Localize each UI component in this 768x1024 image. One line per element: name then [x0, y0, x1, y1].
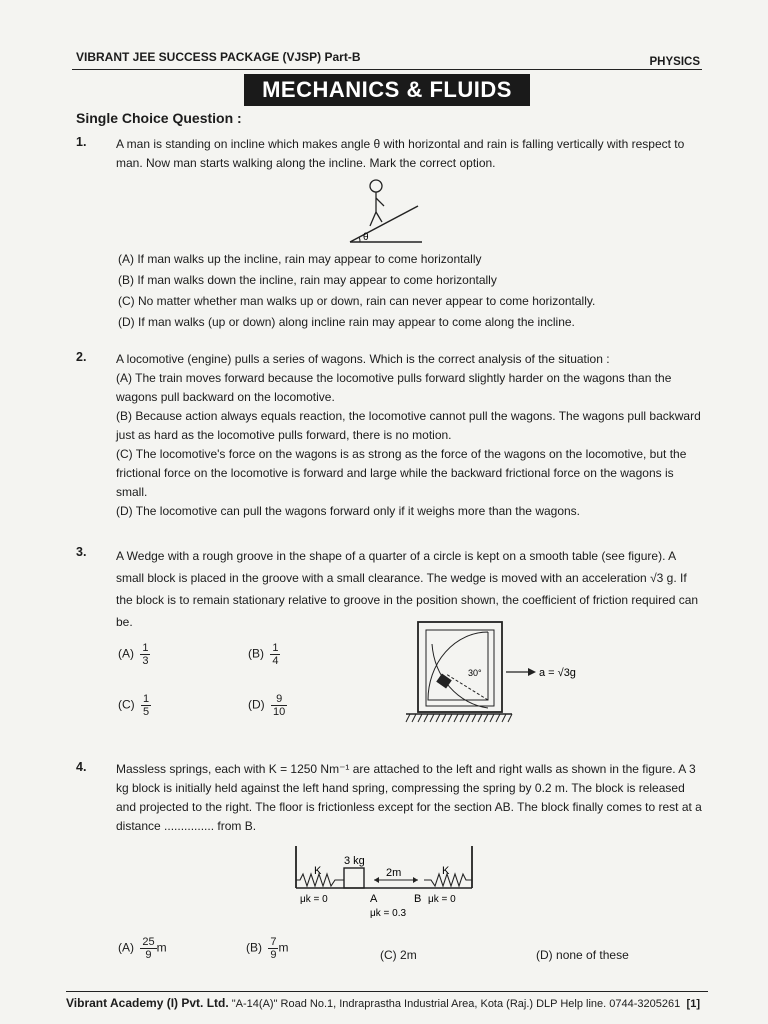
- q4-k-right-label: K: [442, 865, 450, 877]
- q4-distance-label: 2m: [386, 867, 402, 879]
- man-leg-left: [370, 212, 376, 226]
- q3-option-c: [118, 693, 151, 718]
- header-divider: [72, 69, 702, 70]
- q3-angle-label: 30°: [468, 668, 482, 678]
- q3-text-part-a: A Wedge with a rough groove in the shape of a quarter of a circle is kept on a smooth table (see figure). A small block is placed in the groove with a small clearance. The wedge is moved with an acceleration: [116, 549, 676, 585]
- fraction-denominator: 10: [273, 706, 286, 718]
- q4-option-b: [246, 936, 288, 961]
- q1-options: [118, 250, 595, 331]
- fraction-numerator: 1: [142, 642, 149, 654]
- q4-option-b-fraction: [268, 936, 278, 961]
- q3-option-a: [118, 642, 150, 667]
- q4-option-d-label: (D): [536, 948, 553, 962]
- page-number: [1]: [686, 998, 700, 1010]
- distance-arrow-left: [374, 877, 379, 883]
- q1-option-d: (D) If man walks (up or down) along incline rain may appear to come along the incline.: [118, 315, 575, 329]
- wedge-outer: [418, 622, 502, 712]
- footer-address-text: "A-14(A)" Road No.1, Indraprastha Industrial Area, Kota (Raj.) DLP Help line. 0744-3205261: [231, 998, 681, 1010]
- q1-option-a: (A) If man walks up the incline, rain may appear to come horizontally: [118, 252, 482, 266]
- man-arm: [376, 198, 384, 206]
- q1-incline-figure: [340, 176, 430, 246]
- wedge-inner: [426, 630, 494, 706]
- q3-option-b-fraction: [270, 642, 280, 667]
- q3-option-a-label: (A): [118, 646, 134, 661]
- footer-company: Vibrant Academy (I) Pvt. Ltd.: [66, 996, 229, 1010]
- q4-spring-figure: [290, 840, 480, 920]
- q2-body: [116, 350, 702, 521]
- q4-mu-right: μk = 0: [428, 894, 456, 905]
- q4-number: 4.: [76, 760, 87, 774]
- q3-option-b: [248, 642, 280, 667]
- q4-point-a: A: [370, 893, 378, 905]
- q4-option-a-label: (A): [118, 940, 134, 955]
- q4-point-b: B: [414, 893, 422, 905]
- q4-option-d: [536, 948, 629, 962]
- q4-option-d-text: none of these: [556, 948, 629, 962]
- q4-option-c-label: (C): [380, 948, 397, 962]
- q3-option-d-label: (D): [248, 697, 265, 712]
- q2-option-d: (D) The locomotive can pull the wagons forward only if it weighs more than the wagons.: [116, 504, 581, 518]
- q2-text: A locomotive (engine) pulls a series of wagons. Which is the correct analysis of the situation :: [116, 352, 610, 366]
- fraction-denominator: 4: [272, 655, 279, 667]
- header-subject: PHYSICS: [649, 56, 700, 68]
- fraction-denominator: 9: [270, 949, 277, 961]
- q4-option-c-text: 2m: [400, 948, 417, 962]
- q2-option-a: (A) The train moves forward because the locomotive pulls forward slightly harder on the wagons than the wagons pull backward on the locomotive.: [116, 371, 672, 404]
- fraction-numerator: 1: [272, 642, 279, 654]
- fraction-numerator: 25: [142, 936, 155, 948]
- footer-divider: [66, 991, 708, 992]
- q2-option-c: (C) The locomotive's force on the wagons is as strong as the force of the wagons on the locomotive, but the frictional force on the locomotive is forward and large while the backward frictional force on the wagons is small.: [116, 447, 687, 499]
- block-3kg: [344, 868, 364, 888]
- fraction-numerator: 9: [271, 693, 287, 706]
- accel-arrow-head: [528, 668, 536, 676]
- footer-address: [66, 996, 680, 1010]
- fraction-denominator: 9: [145, 949, 152, 961]
- q4-option-b-unit: m: [278, 940, 289, 955]
- table-hatching: [406, 714, 512, 722]
- distance-arrow-right: [413, 877, 418, 883]
- q4-mu-left: μk = 0: [300, 894, 328, 905]
- q4-text: Massless springs, each with K = 1250 Nm⁻¹ are attached to the left and right walls as shown in the figure. A 3 kg block is initially held against the left hand spring, compressing the spring by 0.2 m. The block is released and projected to the right. The floor is frictionless except for the section AB. The block finally comes to rest at a distance ............... from B.: [116, 762, 702, 833]
- q4-mass-label: 3 kg: [344, 855, 365, 867]
- q4-option-a-fraction: [140, 936, 156, 961]
- header-package-name: VIBRANT JEE SUCCESS PACKAGE (VJSP) Part-B: [76, 50, 361, 64]
- q1-number: 1.: [76, 135, 87, 149]
- q4-k-left-label: K: [314, 865, 322, 877]
- q4-option-a-unit: m: [156, 940, 167, 955]
- man-leg-right: [376, 212, 382, 222]
- q3-option-c-label: (C): [118, 697, 135, 712]
- q1-option-b: (B) If man walks down the incline, rain may appear to come horizontally: [118, 273, 497, 287]
- section-heading: Single Choice Question :: [76, 110, 242, 126]
- q4-mu-mid: μk = 0.3: [370, 908, 407, 919]
- q3-wedge-figure: [404, 618, 584, 726]
- q4-option-b-label: (B): [246, 940, 262, 955]
- fraction-numerator: 1: [143, 693, 150, 705]
- q3-option-d: [248, 693, 287, 718]
- radius-line: [446, 674, 488, 700]
- chapter-title: MECHANICS & FLUIDS: [244, 74, 530, 106]
- fraction-denominator: 5: [143, 706, 150, 718]
- q3-text-part-b: . If the block is to remain stationary relative to groove in the position shown, the coefficient of friction required can be.: [116, 571, 699, 629]
- fraction-numerator: 7: [270, 936, 277, 948]
- q3-option-a-fraction: [140, 642, 150, 667]
- fraction-denominator: 3: [142, 655, 149, 667]
- incline-surface: [350, 206, 418, 242]
- man-head: [370, 180, 382, 192]
- q3-accel-value: √3 g: [650, 571, 674, 585]
- q2-option-b: (B) Because action always equals reaction, the locomotive cannot pull the wagons. The wagons pull backward just as hard as the locomotive pulls forward, there is no motion.: [116, 409, 701, 442]
- q4-option-a: [118, 936, 167, 961]
- q3-accel-label: a = √3g: [539, 667, 576, 679]
- q4-option-c: [380, 948, 417, 962]
- q3-number: 3.: [76, 545, 87, 559]
- angle-label: θ: [363, 232, 369, 243]
- q1-option-c: (C) No matter whether man walks up or down, rain can never appear to come horizontally.: [118, 294, 596, 308]
- q1-text: A man is standing on incline which makes angle θ with horizontal and rain is falling vertically with respect to man. Now man starts walking along the incline. Mark the correct option.: [116, 137, 685, 170]
- q3-option-d-fraction: [271, 693, 287, 718]
- q3-option-b-label: (B): [248, 646, 264, 661]
- q2-number: 2.: [76, 350, 87, 364]
- q3-option-c-fraction: [141, 693, 151, 718]
